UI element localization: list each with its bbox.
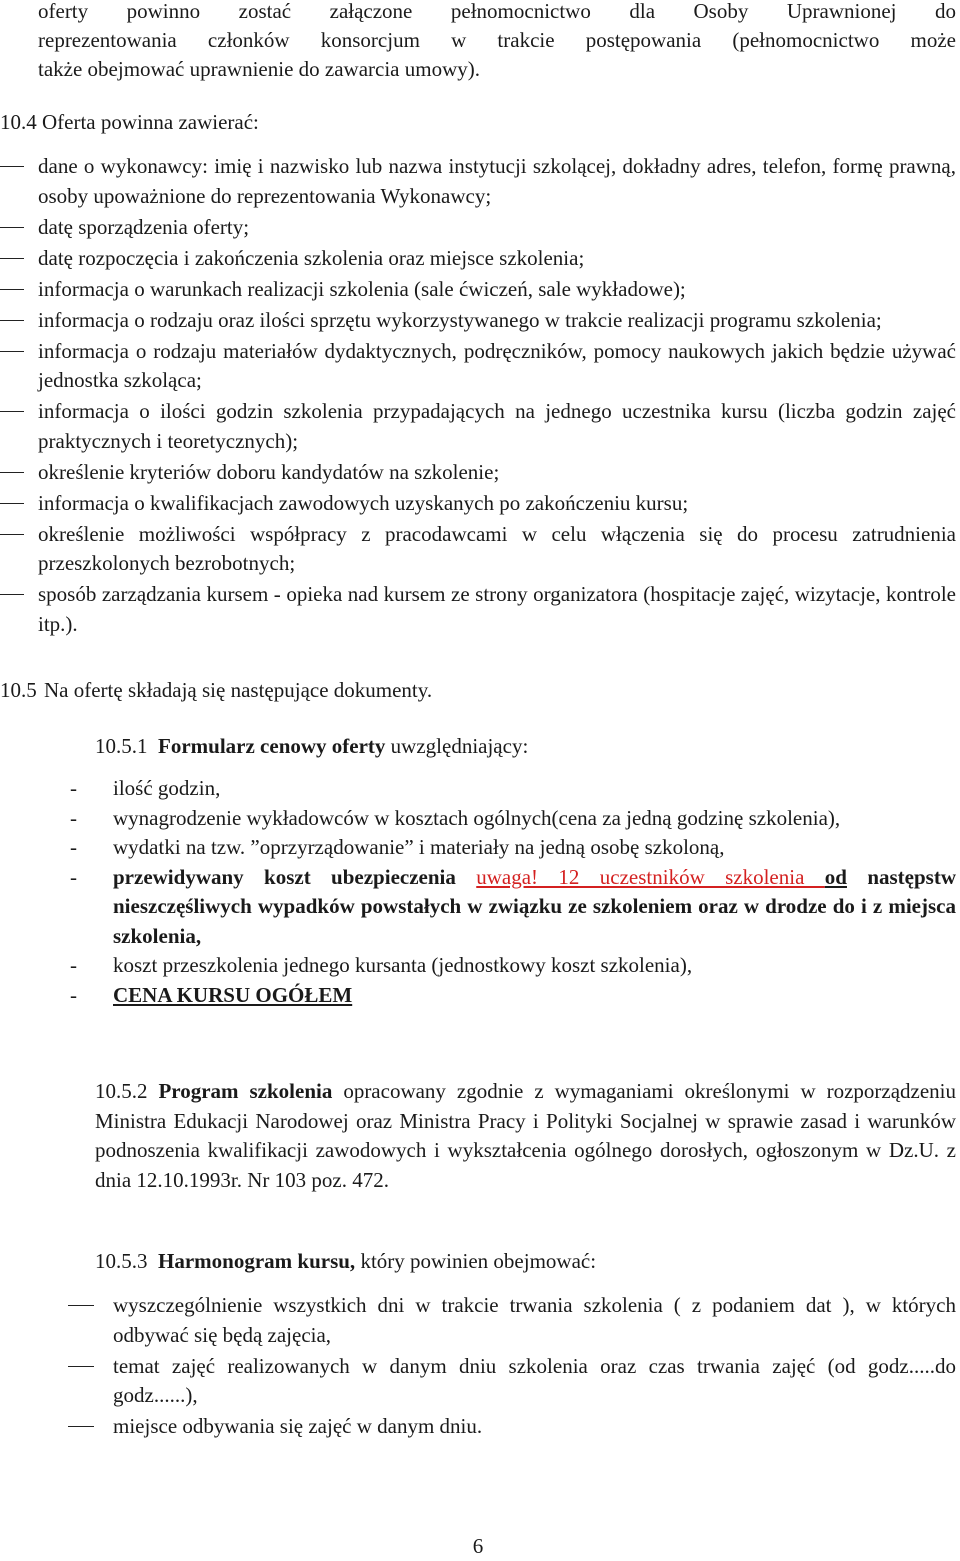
section-title: Formularz cenowy oferty xyxy=(158,734,386,758)
list-item: datę sporządzenia oferty; xyxy=(0,213,956,243)
list-item: wyszczególnienie wszystkich dni w trakcie trwania szkolenia ( z podaniem dat ), w których odbywać się będą zajęcia, xyxy=(68,1291,956,1350)
dash-marker xyxy=(0,289,24,290)
section-number: 10.5.2 xyxy=(95,1079,148,1103)
section-10-5-1-list xyxy=(70,774,956,1010)
list-item: informacja o warunkach realizacji szkolenia (sale ćwiczeń, sale wykładowe); xyxy=(0,275,956,305)
list-item: - przewidywany koszt ubezpieczenia uwaga! 12 uczestników szkolenia od następstw nieszczęśliwych wypadków powstałych w związku ze szkoleniem oraz w drodze do i z miejsca szkolenia, xyxy=(70,864,957,948)
dash-marker xyxy=(0,258,24,259)
intro-line-3: także obejmować uprawnienie do zawarcia umowy). xyxy=(38,57,480,81)
list-item xyxy=(70,981,956,1011)
section-10-5-3-heading xyxy=(95,1247,596,1277)
list-item: informacja o ilości godzin szkolenia przypadających na jednego uczestnika kursu (liczba godzin zajęć praktycznych i teoretycznych); xyxy=(0,397,956,456)
section-title: Harmonogram kursu, xyxy=(158,1249,356,1273)
hyphen-marker: - xyxy=(70,776,77,800)
section-10-4-list xyxy=(0,152,956,641)
dash-marker xyxy=(0,320,24,321)
hyphen-marker: - xyxy=(70,805,77,830)
list-item: określenie możliwości współpracy z pracodawcami w celu włączenia się do procesu zatrudnienia przeszkolonych bezrobotnych; xyxy=(0,520,956,579)
list-item: informacja o rodzaju materiałów dydaktycznych, podręczników, pomocy naukowych jakich będzie używać jednostka szkoląca; xyxy=(0,337,956,396)
list-item: - wynagrodzenie wykładowców w kosztach ogólnych(cena za jedną godzinę szkolenia), xyxy=(70,804,956,834)
section-10-5-3-list xyxy=(68,1291,956,1443)
list-item: - koszt przeszkolenia jednego kursanta (jednostkowy koszt szkolenia), xyxy=(70,951,956,981)
list-item: informacja o rodzaju oraz ilości sprzętu wykorzystywanego w trakcie realizacji programu szkolenia; xyxy=(0,306,956,336)
list-item: dane o wykonawcy: imię i nazwisko lub nazwa instytucji szkolącej, dokładny adres, telefon, formę prawną, osoby upoważnione do reprezentowania Wykonawcy; xyxy=(0,152,956,211)
section-10-5-1-heading xyxy=(95,732,528,762)
list-item: sposób zarządzania kursem - opieka nad kursem ze strony organizatora (hospitacje zajęć, wizytacje, kontrole itp.). xyxy=(0,580,956,639)
intro-line-2: reprezentowania członków konsorcjum w trakcie postępowania (pełnomocnictwo może xyxy=(38,28,956,52)
dash-marker xyxy=(0,166,24,167)
dash-marker xyxy=(0,472,24,473)
warning-note: uwaga! 12 uczestników szkolenia xyxy=(476,864,825,889)
section-heading-rest: który powinien obejmować: xyxy=(355,1249,597,1273)
section-number: 10.5.3 xyxy=(95,1249,148,1273)
list-item: określenie kryteriów doboru kandydatów na szkolenie; xyxy=(0,458,956,488)
dash-marker xyxy=(0,534,24,535)
dash-marker xyxy=(68,1305,94,1306)
section-10-5-number: 10.5 xyxy=(0,678,37,702)
dash-marker xyxy=(0,227,24,228)
section-text: opracowany zgodnie z wymaganiami określonymi w rozporządzeniu Ministra Edukacji Narodowej oraz Ministra Pracy i Polityki Socjalnej w sprawie zasad i warunków podnoszenia kwalifikacji zawodowych i wykształcenia ogólnego dorosłych, ogłoszonym w Dz.U. z dnia 12.10.1993r. Nr 103 poz. 472. xyxy=(95,1079,957,1192)
hyphen-marker: - xyxy=(70,864,77,889)
dash-marker xyxy=(0,503,24,504)
dash-marker xyxy=(68,1426,94,1427)
list-item: - wydatki na tzw. ”oprzyrządowanie” i materiały na jedną osobę szkoloną, xyxy=(70,833,956,863)
dash-marker xyxy=(0,411,24,412)
section-10-5-text: Na ofertę składają się następujące dokumenty. xyxy=(44,678,433,702)
dash-marker xyxy=(0,594,24,595)
list-item: - ilość godzin, xyxy=(70,774,956,804)
section-number: 10.5.1 xyxy=(95,734,148,758)
intro-line-1: oferty powinno zostać załączone pełnomocnictwo dla Osoby Uprawnionej do xyxy=(38,0,956,23)
hyphen-marker: - xyxy=(70,953,77,977)
section-10-5-2-paragraph xyxy=(95,1077,956,1195)
list-item: informacja o kwalifikacjach zawodowych uzyskanych po zakończeniu kursu; xyxy=(0,489,956,519)
dash-marker xyxy=(68,1366,94,1367)
hyphen-marker: - xyxy=(70,982,77,1007)
list-item: miejsce odbywania się zajęć w danym dniu. xyxy=(68,1412,956,1442)
section-title: Program szkolenia xyxy=(158,1079,333,1103)
total-price-label: CENA KURSU OGÓŁEM xyxy=(113,982,353,1007)
section-heading-rest: uwzględniający: xyxy=(385,734,529,758)
dash-marker xyxy=(0,351,24,352)
page-number: 6 xyxy=(472,1534,484,1558)
list-item: temat zajęć realizowanych w danym dniu szkolenia oraz czas trwania zajęć (od godz.....do godz......), xyxy=(68,1352,956,1411)
hyphen-marker: - xyxy=(70,835,77,859)
list-item: datę rozpoczęcia i zakończenia szkolenia oraz miejsce szkolenia; xyxy=(0,244,956,274)
section-10-4-heading: 10.4 Oferta powinna zawierać: xyxy=(0,110,259,134)
